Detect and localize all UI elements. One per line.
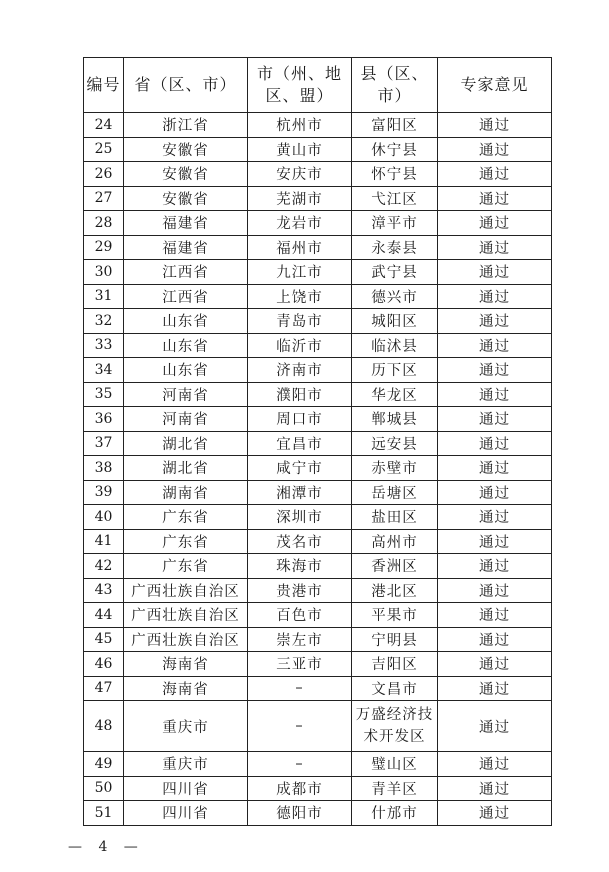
header-row [84, 58, 552, 113]
cell-province: 河南省 [124, 382, 248, 407]
cell-county: 临沭县 [352, 333, 438, 358]
cell-city: 杭州市 [248, 113, 352, 138]
cell-province: 广西壮族自治区 [124, 627, 248, 652]
cell-number: 42 [84, 554, 124, 579]
cell-number: 51 [84, 801, 124, 826]
cell-number: 26 [84, 162, 124, 187]
table-row [84, 578, 552, 603]
cell-county: 永泰县 [352, 235, 438, 260]
cell-county: 香洲区 [352, 554, 438, 579]
cell-city: 青岛市 [248, 309, 352, 334]
cell-province: 广东省 [124, 554, 248, 579]
cell-number: 49 [84, 752, 124, 777]
cell-opinion: 通过 [438, 284, 552, 309]
cell-number: 40 [84, 505, 124, 530]
cell-county: 远安县 [352, 431, 438, 456]
table-row [84, 456, 552, 481]
cell-opinion: 通过 [438, 358, 552, 383]
table-row [84, 211, 552, 236]
table-row [84, 505, 552, 530]
cell-opinion: 通过 [438, 456, 552, 481]
cell-city: 德阳市 [248, 801, 352, 826]
cell-county: 历下区 [352, 358, 438, 383]
cell-opinion: 通过 [438, 627, 552, 652]
cell-city: 九江市 [248, 260, 352, 285]
table-row [84, 382, 552, 407]
table-row [84, 652, 552, 677]
cell-number: 31 [84, 284, 124, 309]
table-row [84, 186, 552, 211]
header-province: 省（区、市） [124, 58, 248, 113]
page-number: — 4 — [68, 839, 144, 855]
cell-city: – [248, 752, 352, 777]
table-row [84, 554, 552, 579]
cell-number: 47 [84, 676, 124, 701]
cell-county: 赤壁市 [352, 456, 438, 481]
cell-province: 安徽省 [124, 162, 248, 187]
table-row [84, 676, 552, 701]
cell-county: 武宁县 [352, 260, 438, 285]
table-row [84, 529, 552, 554]
cell-city: 龙岩市 [248, 211, 352, 236]
table-header [84, 58, 552, 113]
table-row [84, 284, 552, 309]
cell-opinion: 通过 [438, 407, 552, 432]
cell-county: 平果市 [352, 603, 438, 628]
cell-opinion: 通过 [438, 652, 552, 677]
cell-province: 湖北省 [124, 431, 248, 456]
cell-county: 吉阳区 [352, 652, 438, 677]
cell-province: 湖北省 [124, 456, 248, 481]
cell-number: 24 [84, 113, 124, 138]
cell-province: 浙江省 [124, 113, 248, 138]
table-row [84, 309, 552, 334]
table-body [84, 113, 552, 826]
cell-opinion: 通过 [438, 776, 552, 801]
table-row [84, 480, 552, 505]
table-row [84, 137, 552, 162]
cell-province: 湖南省 [124, 480, 248, 505]
cell-opinion: 通过 [438, 260, 552, 285]
cell-county: 高州市 [352, 529, 438, 554]
cell-province: 广西壮族自治区 [124, 603, 248, 628]
cell-number: 48 [84, 701, 124, 752]
cell-opinion: 通过 [438, 137, 552, 162]
cell-number: 50 [84, 776, 124, 801]
cell-city: 芜湖市 [248, 186, 352, 211]
cell-city: 上饶市 [248, 284, 352, 309]
table-row [84, 603, 552, 628]
cell-county: 盐田区 [352, 505, 438, 530]
cell-county: 城阳区 [352, 309, 438, 334]
header-opinion: 专家意见 [438, 58, 552, 113]
cell-city: 三亚市 [248, 652, 352, 677]
expert-opinion-table-container [83, 57, 551, 826]
cell-opinion: 通过 [438, 211, 552, 236]
cell-province: 四川省 [124, 776, 248, 801]
cell-number: 39 [84, 480, 124, 505]
cell-number: 38 [84, 456, 124, 481]
cell-city: 安庆市 [248, 162, 352, 187]
cell-opinion: 通过 [438, 801, 552, 826]
cell-number: 46 [84, 652, 124, 677]
cell-opinion: 通过 [438, 309, 552, 334]
cell-city: 百色市 [248, 603, 352, 628]
cell-opinion: 通过 [438, 578, 552, 603]
cell-opinion: 通过 [438, 505, 552, 530]
cell-number: 43 [84, 578, 124, 603]
cell-number: 27 [84, 186, 124, 211]
header-number: 编号 [84, 58, 124, 113]
cell-county: 宁明县 [352, 627, 438, 652]
cell-city: 贵港市 [248, 578, 352, 603]
table-row [84, 701, 552, 752]
cell-province: 重庆市 [124, 701, 248, 752]
cell-province: 重庆市 [124, 752, 248, 777]
header-county: 县（区、市） [352, 58, 438, 113]
cell-province: 江西省 [124, 260, 248, 285]
cell-county: 璧山区 [352, 752, 438, 777]
cell-opinion: 通过 [438, 603, 552, 628]
cell-number: 41 [84, 529, 124, 554]
cell-opinion: 通过 [438, 752, 552, 777]
cell-opinion: 通过 [438, 235, 552, 260]
cell-opinion: 通过 [438, 554, 552, 579]
cell-opinion: 通过 [438, 701, 552, 752]
cell-city: – [248, 701, 352, 752]
table-row [84, 407, 552, 432]
cell-number: 45 [84, 627, 124, 652]
cell-county: 港北区 [352, 578, 438, 603]
cell-number: 34 [84, 358, 124, 383]
cell-county: 休宁县 [352, 137, 438, 162]
cell-city: 济南市 [248, 358, 352, 383]
cell-opinion: 通过 [438, 333, 552, 358]
cell-county: 文昌市 [352, 676, 438, 701]
cell-opinion: 通过 [438, 480, 552, 505]
cell-county: 富阳区 [352, 113, 438, 138]
cell-city: 宜昌市 [248, 431, 352, 456]
cell-city: 成都市 [248, 776, 352, 801]
cell-county: 怀宁县 [352, 162, 438, 187]
table-row [84, 358, 552, 383]
table-row [84, 235, 552, 260]
cell-number: 33 [84, 333, 124, 358]
header-city: 市（州、地区、盟） [248, 58, 352, 113]
table-row [84, 776, 552, 801]
cell-county: 岳塘区 [352, 480, 438, 505]
cell-province: 安徽省 [124, 186, 248, 211]
cell-city: 黄山市 [248, 137, 352, 162]
cell-province: 福建省 [124, 235, 248, 260]
cell-province: 山东省 [124, 333, 248, 358]
cell-city: 濮阳市 [248, 382, 352, 407]
cell-number: 37 [84, 431, 124, 456]
cell-county: 郸城县 [352, 407, 438, 432]
cell-city: 福州市 [248, 235, 352, 260]
cell-province: 福建省 [124, 211, 248, 236]
cell-province: 河南省 [124, 407, 248, 432]
cell-city: 周口市 [248, 407, 352, 432]
cell-city: 茂名市 [248, 529, 352, 554]
table-row [84, 162, 552, 187]
cell-province: 广西壮族自治区 [124, 578, 248, 603]
cell-number: 44 [84, 603, 124, 628]
cell-number: 29 [84, 235, 124, 260]
cell-province: 四川省 [124, 801, 248, 826]
table-row [84, 333, 552, 358]
cell-city: 深圳市 [248, 505, 352, 530]
cell-city: 咸宁市 [248, 456, 352, 481]
cell-city: 崇左市 [248, 627, 352, 652]
cell-county: 华龙区 [352, 382, 438, 407]
cell-county: 什邡市 [352, 801, 438, 826]
table-row [84, 801, 552, 826]
cell-province: 安徽省 [124, 137, 248, 162]
cell-opinion: 通过 [438, 431, 552, 456]
cell-opinion: 通过 [438, 162, 552, 187]
cell-opinion: 通过 [438, 676, 552, 701]
cell-county: 漳平市 [352, 211, 438, 236]
cell-province: 山东省 [124, 358, 248, 383]
table-row [84, 113, 552, 138]
table-row [84, 260, 552, 285]
cell-county: 德兴市 [352, 284, 438, 309]
cell-opinion: 通过 [438, 113, 552, 138]
cell-county: 青羊区 [352, 776, 438, 801]
cell-county: 万盛经济技术开发区 [352, 701, 438, 752]
cell-number: 35 [84, 382, 124, 407]
table-row [84, 752, 552, 777]
cell-province: 海南省 [124, 652, 248, 677]
cell-number: 25 [84, 137, 124, 162]
cell-city: 临沂市 [248, 333, 352, 358]
cell-number: 28 [84, 211, 124, 236]
cell-number: 36 [84, 407, 124, 432]
cell-number: 30 [84, 260, 124, 285]
cell-city: – [248, 676, 352, 701]
cell-opinion: 通过 [438, 382, 552, 407]
cell-province: 海南省 [124, 676, 248, 701]
cell-province: 广东省 [124, 529, 248, 554]
cell-opinion: 通过 [438, 186, 552, 211]
cell-county: 弋江区 [352, 186, 438, 211]
cell-number: 32 [84, 309, 124, 334]
cell-province: 广东省 [124, 505, 248, 530]
cell-province: 江西省 [124, 284, 248, 309]
expert-opinion-table [83, 57, 552, 826]
table-row [84, 627, 552, 652]
cell-province: 山东省 [124, 309, 248, 334]
cell-city: 湘潭市 [248, 480, 352, 505]
cell-opinion: 通过 [438, 529, 552, 554]
table-row [84, 431, 552, 456]
cell-city: 珠海市 [248, 554, 352, 579]
